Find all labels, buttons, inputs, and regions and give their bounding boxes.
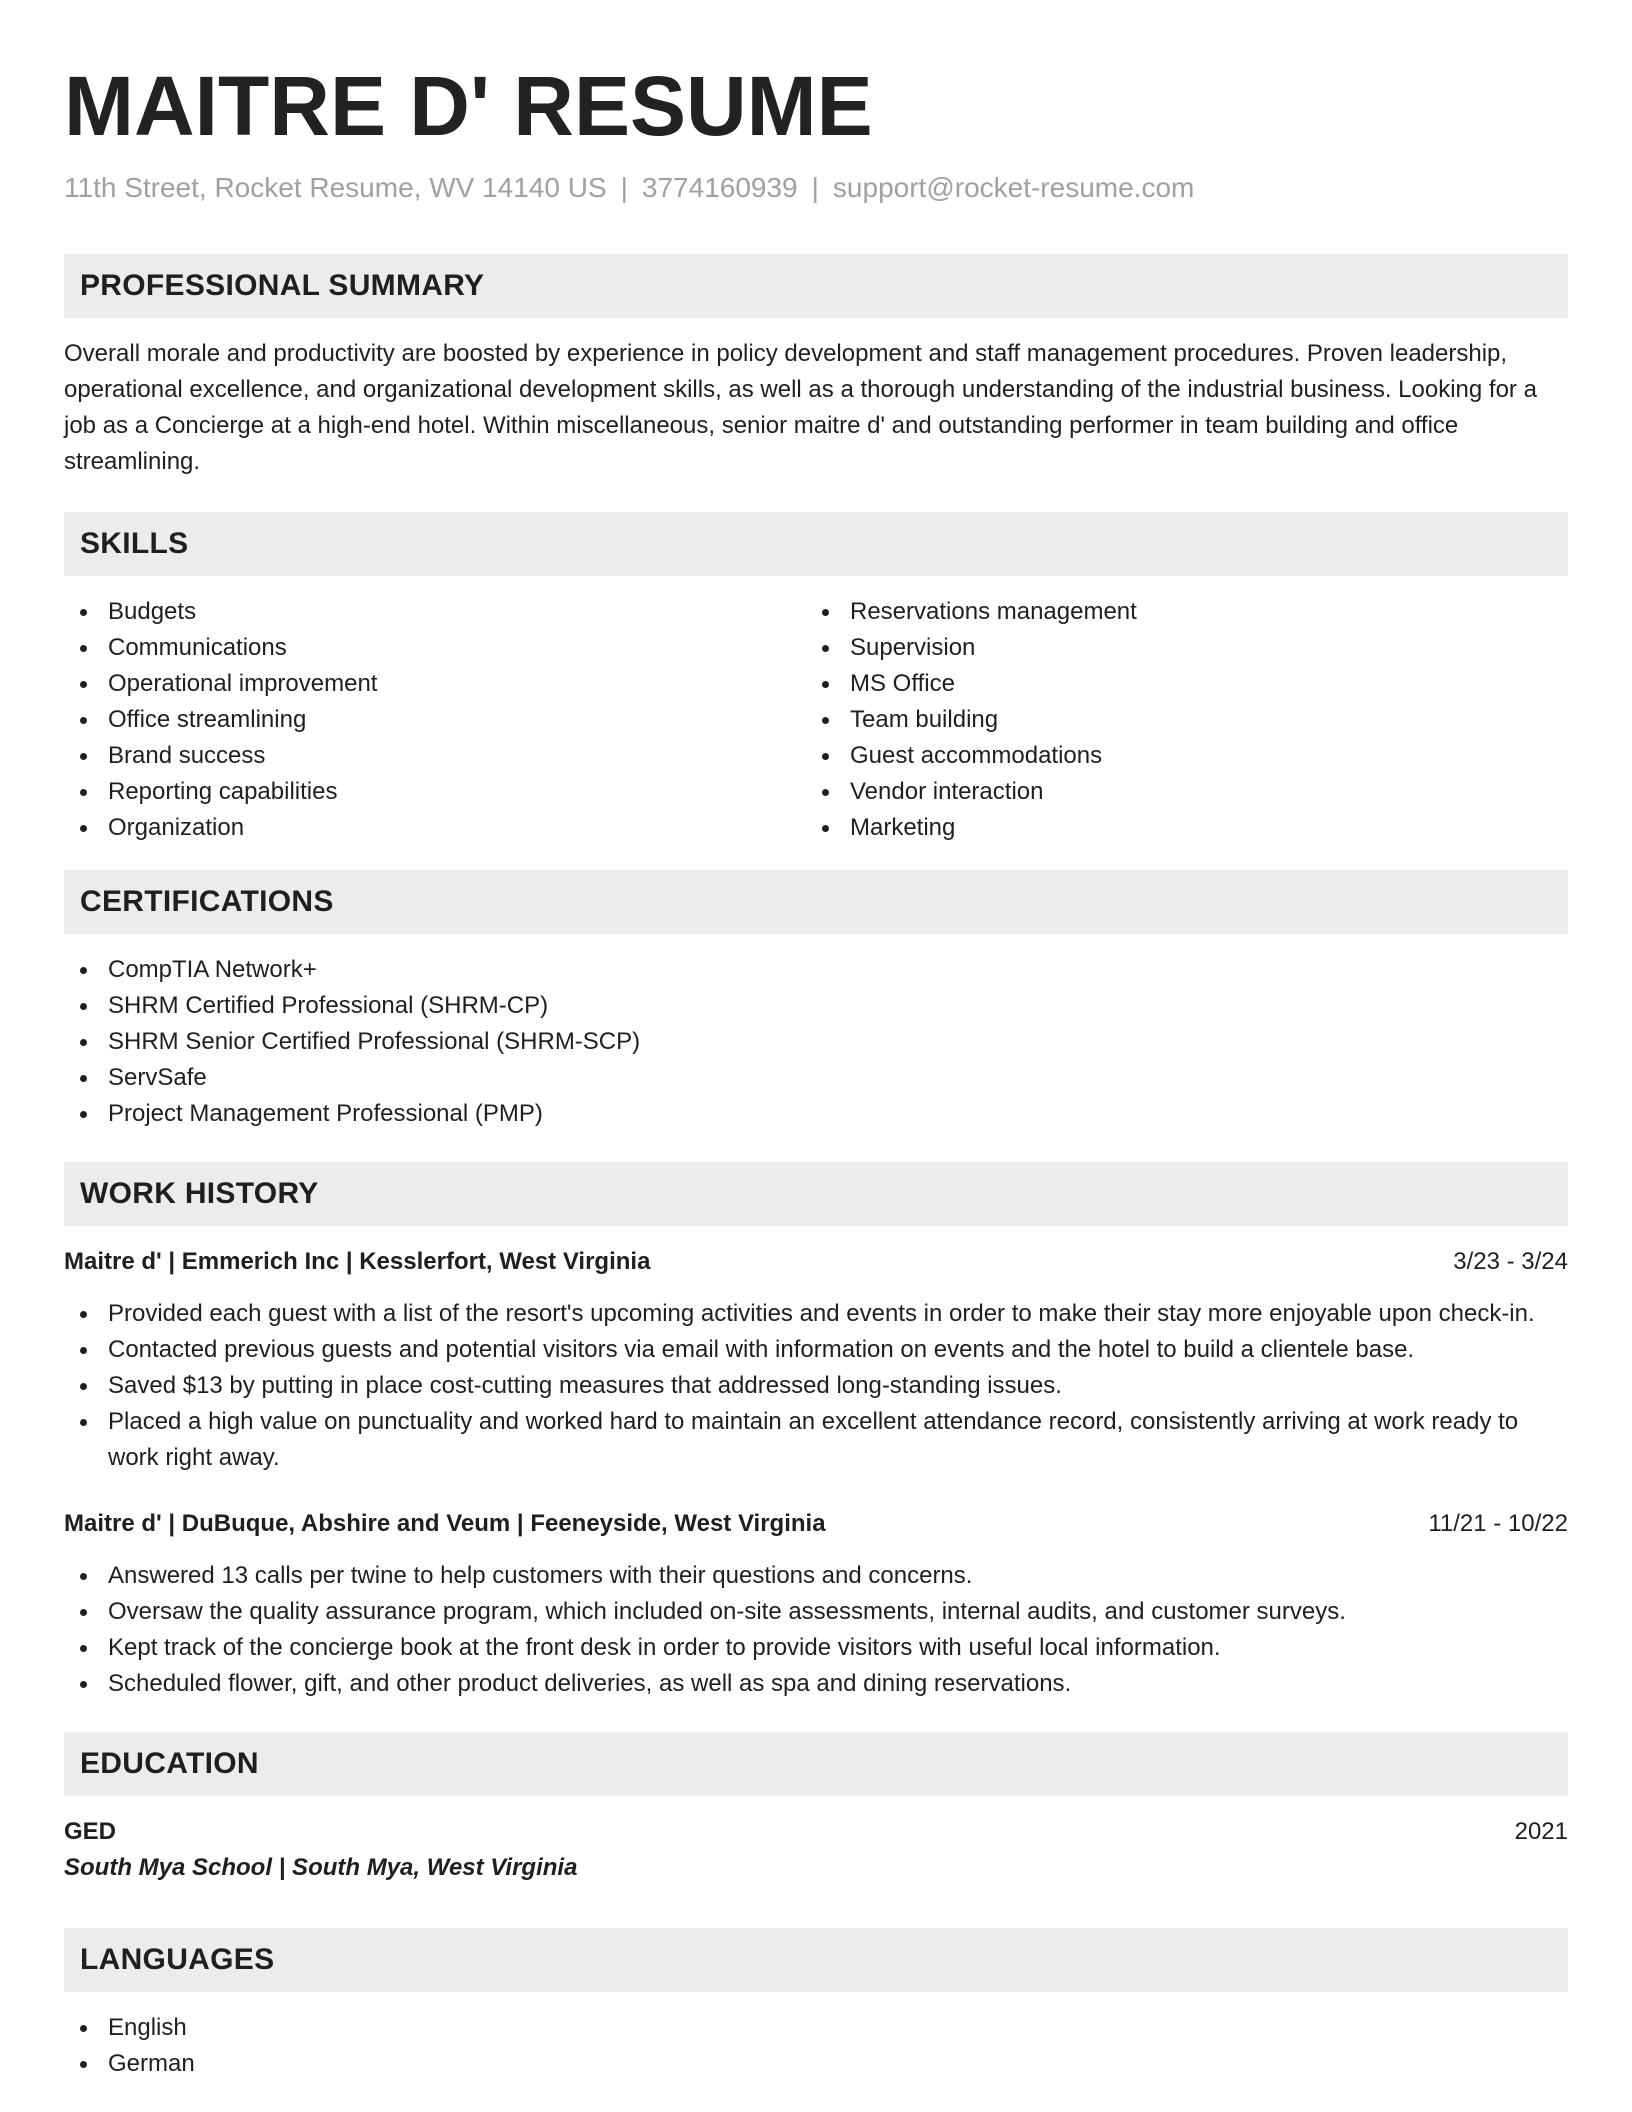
job-entry [64, 1244, 1568, 1476]
contact-address: 11th Street, Rocket Resume, WV 14140 US [64, 172, 607, 203]
skill-item: Brand success [64, 738, 806, 774]
skill-item: Guest accommodations [806, 738, 1548, 774]
skill-item: Operational improvement [64, 666, 806, 702]
skill-item: Marketing [806, 810, 1548, 846]
skill-item: Vendor interaction [806, 774, 1548, 810]
resume-page [64, 0, 1568, 2082]
job-entry [64, 1506, 1568, 1702]
job-head [64, 1244, 1568, 1280]
language-item: German [64, 2046, 1568, 2082]
job-dates: 11/21 - 10/22 [1428, 1510, 1568, 1537]
contact-separator: | [620, 172, 628, 203]
skill-item: Team building [806, 702, 1548, 738]
job-head [64, 1506, 1568, 1542]
job-bullet: Contacted previous guests and potential visitors via email with information on events and the hotel to build a clientele base. [64, 1332, 1568, 1368]
certification-item: CompTIA Network+ [64, 952, 1568, 988]
work-heading: WORK HISTORY [80, 1177, 319, 1210]
summary-text: Overall morale and productivity are boosted by experience in policy development and staff management procedures. Proven leadership, operational excellence, and organizational development skills, as well as a thorough understanding of the industrial business. Looking for a job as a Concierge at a high-end hotel. Within miscellaneous, senior maitre d' and outstanding performer in team building and office streamlining. [64, 340, 1537, 475]
education-head [64, 1814, 1568, 1850]
contact-separator: | [811, 172, 819, 203]
job-bullet: Kept track of the concierge book at the front desk in order to provide visitors with useful local information. [64, 1630, 1568, 1666]
skill-item: Supervision [806, 630, 1548, 666]
education-degree: GED [64, 1818, 117, 1845]
education-year: 2021 [1514, 1818, 1568, 1845]
job-bullet: Placed a high value on punctuality and worked hard to maintain an excellent attendance record, consistently arriving at work ready to work right away. [64, 1404, 1568, 1476]
certification-item: SHRM Senior Certified Professional (SHRM-SCP) [64, 1024, 1568, 1060]
job-bullet: Scheduled flower, gift, and other product deliveries, as well as spa and dining reservations. [64, 1666, 1568, 1702]
work-header [64, 1162, 1568, 1226]
skill-item: Reservations management [806, 594, 1548, 630]
skill-item: MS Office [806, 666, 1548, 702]
resume-name: MAITRE D' RESUME [64, 59, 873, 153]
job-bullet: Provided each guest with a list of the resort's upcoming activities and events in order to make their stay more enjoyable upon check-in. [64, 1296, 1568, 1332]
language-item: English [64, 2010, 1568, 2046]
certifications-header [64, 870, 1568, 934]
job-dates: 3/23 - 3/24 [1453, 1248, 1568, 1275]
skill-item: Communications [64, 630, 806, 666]
certifications-list [64, 952, 1568, 1132]
job-bullets [64, 1296, 1568, 1476]
languages-header [64, 1928, 1568, 1992]
skills-header [64, 512, 1568, 576]
education-school: South Mya School | South Mya, West Virginia [64, 1854, 578, 1881]
job-bullet: Saved $13 by putting in place cost-cutting measures that addressed long-standing issues. [64, 1368, 1568, 1404]
certification-item: ServSafe [64, 1060, 1568, 1096]
certification-item: SHRM Certified Professional (SHRM-CP) [64, 988, 1568, 1024]
contact-phone: 3774160939 [641, 172, 798, 203]
skill-item: Reporting capabilities [64, 774, 806, 810]
skill-item: Budgets [64, 594, 806, 630]
job-bullet: Answered 13 calls per twine to help customers with their questions and concerns. [64, 1558, 1568, 1594]
education-entry [64, 1814, 1568, 1886]
education-header [64, 1732, 1568, 1796]
summary-header [64, 254, 1568, 318]
contact-line [64, 170, 1568, 206]
skill-item: Office streamlining [64, 702, 806, 738]
summary-heading: PROFESSIONAL SUMMARY [80, 269, 485, 302]
job-bullet: Oversaw the quality assurance program, which included on-site assessments, internal audits, and customer surveys. [64, 1594, 1568, 1630]
languages-heading: LANGUAGES [80, 1943, 275, 1976]
languages-list [64, 2010, 1568, 2082]
certification-item: Project Management Professional (PMP) [64, 1096, 1568, 1132]
skills-grid [64, 594, 1568, 846]
skills-list-right [806, 594, 1548, 846]
job-title: Maitre d' | Emmerich Inc | Kesslerfort, West Virginia [64, 1248, 651, 1275]
skill-item: Organization [64, 810, 806, 846]
education-heading: EDUCATION [80, 1747, 259, 1780]
skills-list-left [64, 594, 806, 846]
contact-email: support@rocket-resume.com [832, 172, 1195, 203]
skills-heading: SKILLS [80, 527, 189, 560]
certifications-heading: CERTIFICATIONS [80, 885, 334, 918]
job-bullets [64, 1558, 1568, 1702]
job-title: Maitre d' | DuBuque, Abshire and Veum | Feeneyside, West Virginia [64, 1510, 826, 1537]
